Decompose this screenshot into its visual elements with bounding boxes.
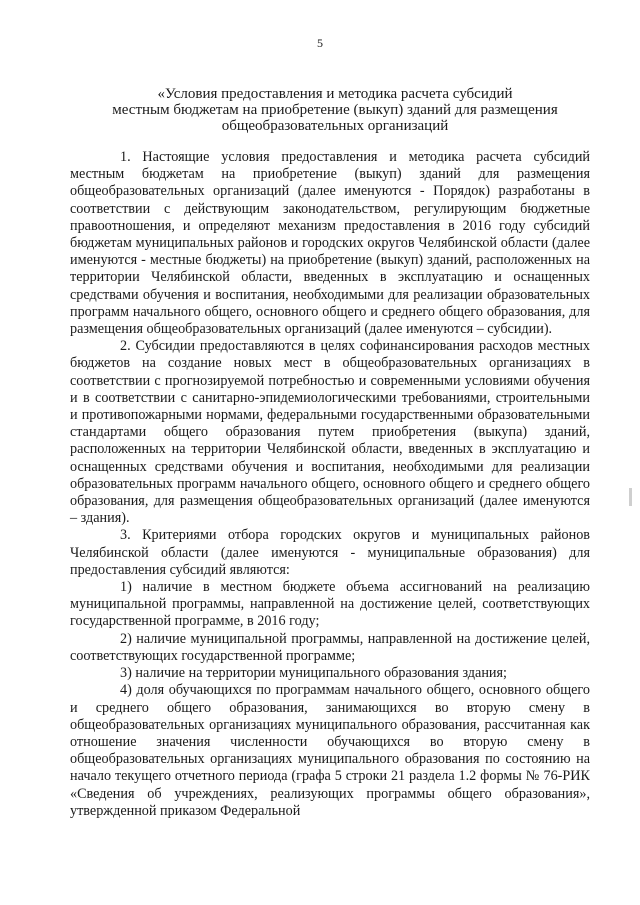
scan-edge-mark	[629, 488, 632, 506]
document-title	[100, 86, 570, 134]
criterion-2: 2) наличие муниципальной программы, направленной на достижение целей, соответствующих государственной программе;	[70, 630, 590, 664]
title-line: общеобразовательных организаций	[221, 118, 449, 134]
criterion-3: 3) наличие на территории муниципального образования здания;	[120, 665, 507, 682]
paragraph-1: 1. Настоящие условия предоставления и методика расчета субсидий местным бюджетам на приобретение (выкуп) зданий для размещения общеобразовательных организаций (далее именуются - Порядок) разработаны в соответствии с действующим законодательством, регулирующим бюджетные правоотношения, и определяют механизм предоставления в 2016 году субсидий бюджетам муниципальных районов и городских округов Челябинской области (далее именуются - местные бюджеты) на приобретение (выкуп) зданий, расположенных на территории Челябинской области, введенных в эксплуатацию и оснащенных средствами обучения и воспитания, необходимыми для реализации образовательных программ начального общего, основного общего и среднего общего образования, для размещения общеобразовательных организаций (далее именуются – субсидии).	[70, 149, 590, 338]
criterion-1: 1) наличие в местном бюджете объема ассигнований на реализацию муниципальной программы, направленной на достижение целей, соответствующих государственной программе, в 2016 году;	[70, 579, 590, 630]
paragraph-3: 3. Критериями отбора городских округов и муниципальных районов Челябинской области (далее именуются - муниципальные образования) для предоставления субсидий являются:	[70, 527, 590, 578]
paragraph-2: 2. Субсидии предоставляются в целях софинансирования расходов местных бюджетов на создание новых мест в общеобразовательных организациях в соответствии с прогнозируемой потребностью и современными условиями обучения и в соответствии с санитарно-эпидемиологическими требованиями, строительными и противопожарными нормами, федеральными государственными образовательными стандартами общего образования путем приобретения (выкупа) зданий, расположенных на территории Челябинской области, введенных в эксплуатацию и оснащенных средствами обучения и воспитания, необходимыми для реализации образовательных программ начального общего, основного общего и среднего общего образования, для размещения общеобразовательных организаций (далее именуются – здания).	[70, 338, 590, 527]
document-body	[70, 149, 590, 820]
title-line: «Условия предоставления и методика расчета субсидий	[157, 86, 513, 102]
criterion-4: 4) доля обучающихся по программам начального общего, основного общего и среднего общего образования, занимающихся во вторую смену в общеобразовательных организациях муниципального образования, рассчитанная как отношение значения численности обучающихся во вторую смену в общеобразовательных организациях муниципального образования по состоянию на начало текущего отчетного периода (графа 5 строки 21 раздела 1.2 формы № 76-РИК «Сведения об учреждениях, реализующих программы общего образования», утвержденной приказом Федеральной	[70, 682, 590, 819]
page-number: 5	[317, 36, 323, 50]
title-line: местным бюджетам на приобретение (выкуп) зданий для размещения	[112, 102, 558, 118]
